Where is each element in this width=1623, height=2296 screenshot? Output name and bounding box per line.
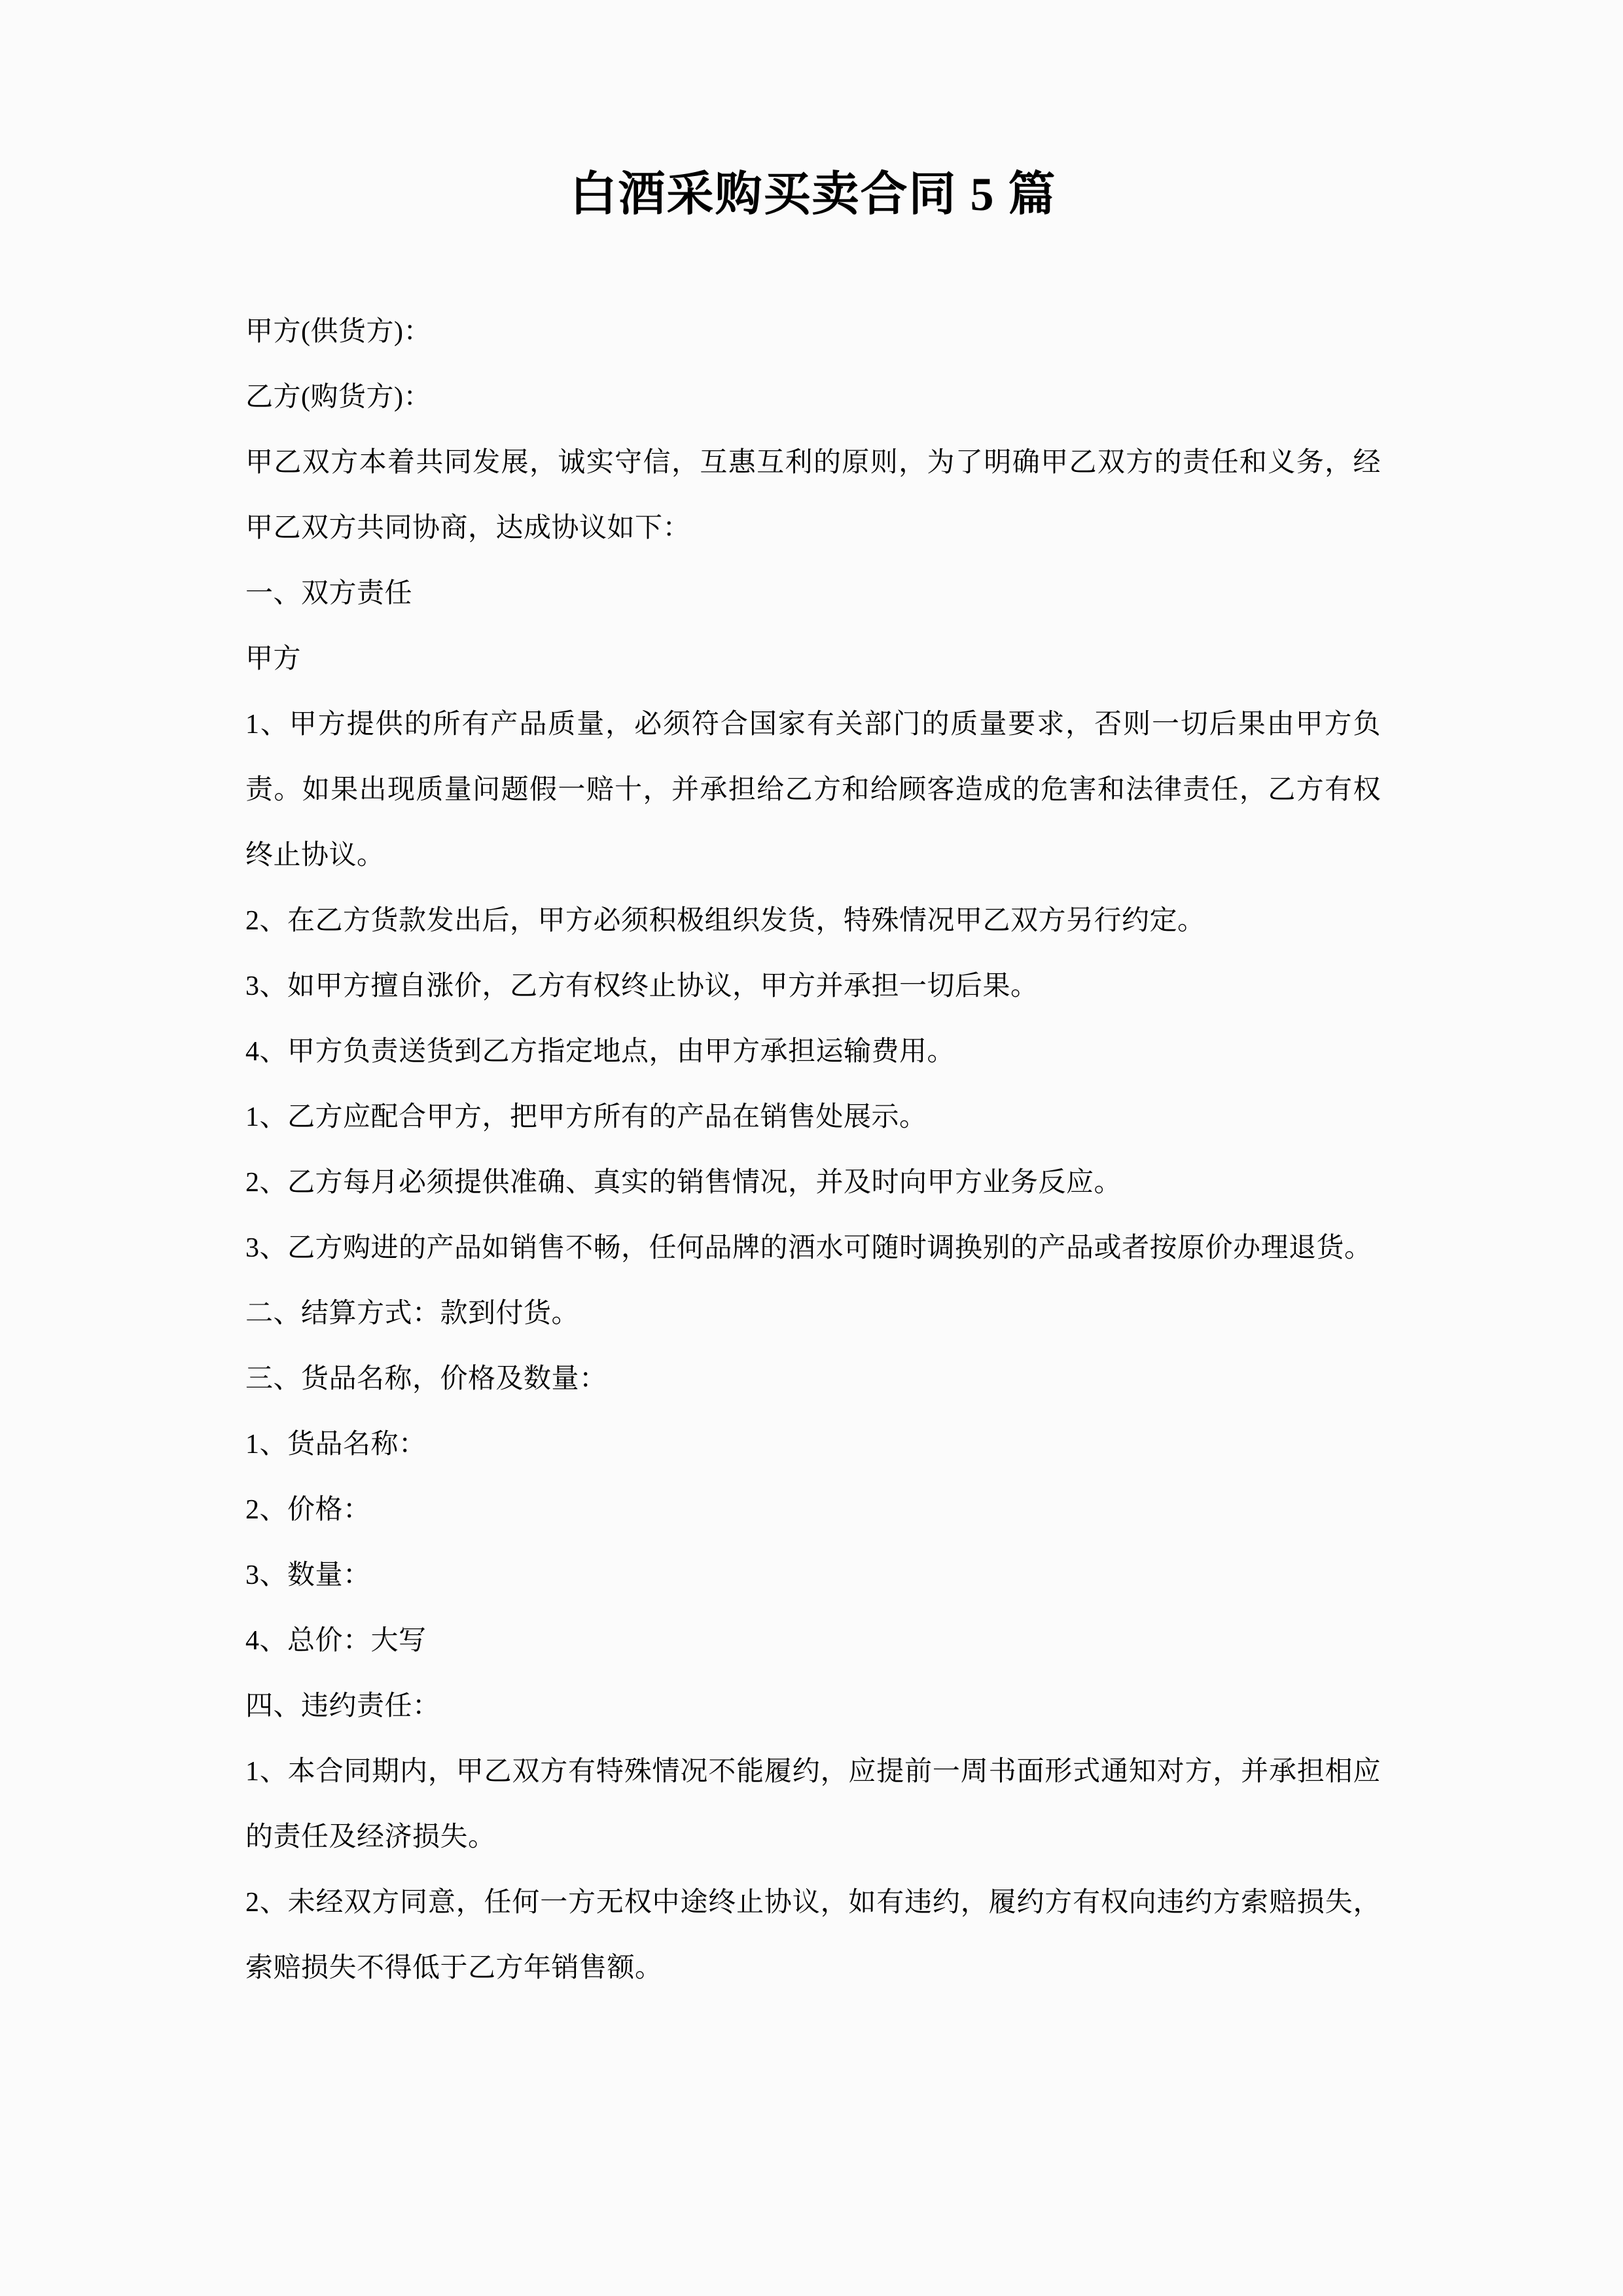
- b-item-2-text: 2、乙方每月必须提供准确、真实的销售情况，并及时向甲方业务反应。: [245, 1168, 1122, 1198]
- party-b-line: [245, 366, 1381, 431]
- c-item-3: [245, 1544, 1381, 1609]
- party-a-heading: [245, 628, 1381, 693]
- d-item-1: [245, 1740, 1381, 1871]
- c-item-1: [245, 1413, 1381, 1479]
- section-2-heading-text: 二、结算方式：款到付货。: [245, 1299, 580, 1329]
- section-4-heading: [245, 1675, 1381, 1740]
- section-4-heading-text: 四、违约责任：: [245, 1691, 440, 1722]
- a-item-4: [245, 1020, 1381, 1086]
- d-item-1-text: 1、本合同期内，甲乙双方有特殊情况不能履约，应提前一周书面形式通知对方，并承担相应的责任及经济损失。: [245, 1757, 1381, 1853]
- b-item-3: [245, 1217, 1381, 1282]
- b-item-1-text: 1、乙方应配合甲方，把甲方所有的产品在销售处展示。: [245, 1102, 927, 1133]
- a-item-1: [245, 693, 1381, 889]
- party-a-line: [245, 300, 1381, 366]
- a-item-1-text: 1、甲方提供的所有产品质量，必须符合国家有关部门的质量要求，否则一切后果由甲方负责。如果出现质量问题假一赔十，并承担给乙方和给顾客造成的危害和法律责任，乙方有权终止协议。: [245, 709, 1381, 871]
- b-item-2: [245, 1151, 1381, 1217]
- d-item-2: [245, 1871, 1381, 2002]
- section-3-heading-text: 三、货品名称，价格及数量：: [245, 1364, 607, 1395]
- section-1-heading-text: 一、双方责任: [245, 579, 413, 609]
- a-item-3: [245, 955, 1381, 1020]
- d-item-2-text: 2、未经双方同意，任何一方无权中途终止协议，如有违约，履约方有权向违约方索赔损失，索赔损失不得低于乙方年销售额。: [245, 1888, 1381, 1984]
- preamble-text: 甲乙双方本着共同发展，诚实守信，互惠互利的原则，为了明确甲乙双方的责任和义务，经甲乙双方共同协商，达成协议如下：: [245, 448, 1381, 544]
- c-item-3-text: 3、数量：: [245, 1560, 371, 1591]
- preamble: [245, 431, 1381, 562]
- party-a-line-text: 甲方(供货方)：: [245, 317, 431, 348]
- c-item-2-text: 2、价格：: [245, 1495, 371, 1526]
- a-item-4-text: 4、甲方负责送货到乙方指定地点，由甲方承担运输费用。: [245, 1037, 955, 1067]
- section-1-heading: [245, 562, 1381, 628]
- b-item-1: [245, 1086, 1381, 1151]
- section-2-heading: [245, 1282, 1381, 1348]
- b-item-3-text: 3、乙方购进的产品如销售不畅，任何品牌的酒水可随时调换别的产品或者按原价办理退货。: [245, 1233, 1372, 1264]
- a-item-2-text: 2、在乙方货款发出后，甲方必须积极组织发货，特殊情况甲乙双方另行约定。: [245, 906, 1205, 937]
- c-item-1-text: 1、货品名称：: [245, 1429, 427, 1460]
- c-item-4-text: 4、总价：大写: [245, 1626, 427, 1657]
- page-title: 白酒采购买卖合同 5 篇: [569, 168, 1057, 221]
- paragraph-list: [245, 300, 1381, 2002]
- c-item-2: [245, 1479, 1381, 1544]
- a-item-3-text: 3、如甲方擅自涨价，乙方有权终止协议，甲方并承担一切后果。: [245, 971, 1039, 1002]
- a-item-2: [245, 889, 1381, 955]
- party-b-line-text: 乙方(购货方)：: [245, 382, 431, 413]
- section-3-heading: [245, 1348, 1381, 1413]
- party-a-heading-text: 甲方: [245, 644, 302, 675]
- c-item-4: [245, 1609, 1381, 1675]
- document-text-block: [245, 0, 1381, 2296]
